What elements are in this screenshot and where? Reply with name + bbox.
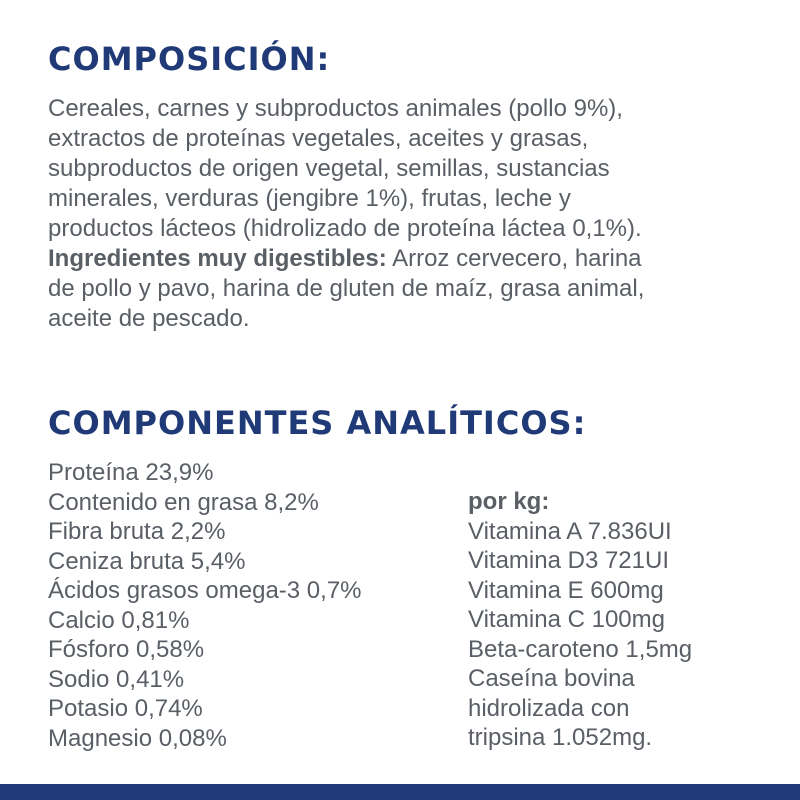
per-kg-item: Vitamina C 100mg [468, 606, 665, 633]
analytic-item: Ceniza bruta 5,4% [48, 547, 246, 575]
analytic-item: Proteína 23,9% [48, 459, 214, 486]
composicion-text [48, 94, 778, 334]
per-kg-item: Beta-caroteno 1,5mg [468, 635, 693, 663]
per-kg-item: Vitamina A 7.836UI [468, 517, 672, 545]
composicion-line: minerales, verduras (jengibre 1%), frutas, leche y [48, 185, 571, 212]
per-kg-item: tripsina 1.052mg. [468, 724, 653, 751]
analytic-item: Magnesio 0,08% [48, 724, 227, 752]
analytic-item: Contenido en grasa 8,2% [48, 488, 319, 516]
digestible-line: de pollo y pavo, harina de gluten de maíz, grasa animal, [48, 275, 645, 302]
per-kg-item: hidrolizada con [468, 694, 630, 722]
digestible-text: Arroz cervecero, harina [386, 245, 642, 272]
analytic-item: Calcio 0,81% [48, 606, 190, 634]
digestible-line: aceite de pescado. [48, 305, 250, 332]
analytic-item: Sodio 0,41% [48, 665, 185, 693]
composicion-line: subproductos de origen vegetal, semillas, sustancias [48, 155, 610, 182]
composicion-line: Cereales, carnes y subproductos animales (pollo 9%), [48, 95, 623, 122]
analytic-item: Ácidos grasos omega-3 0,7% [48, 577, 362, 604]
analytic-item: Fósforo 0,58% [48, 636, 205, 663]
composicion-title: COMPOSICIÓN: [48, 40, 331, 78]
composicion-line: productos lácteos (hidrolizado de proteína láctea 0,1%). [48, 215, 642, 242]
analytic-item: Fibra bruta 2,2% [48, 518, 226, 545]
bottom-bar [0, 784, 800, 800]
analytic-list [48, 458, 362, 753]
per-kg-list [468, 487, 692, 753]
per-kg-header: por kg: [468, 488, 550, 515]
componentes-title: COMPONENTES ANALÍTICOS: [48, 404, 587, 442]
per-kg-item: Vitamina D3 721UI [468, 547, 669, 574]
analytic-item: Potasio 0,74% [48, 695, 203, 722]
composicion-line: extractos de proteínas vegetales, aceites y grasas, [48, 125, 589, 152]
digestible-line [48, 244, 778, 274]
digestible-label: Ingredientes muy digestibles: [48, 245, 387, 272]
per-kg-item: Caseína bovina [468, 665, 635, 692]
per-kg-item: Vitamina E 600mg [468, 576, 664, 604]
